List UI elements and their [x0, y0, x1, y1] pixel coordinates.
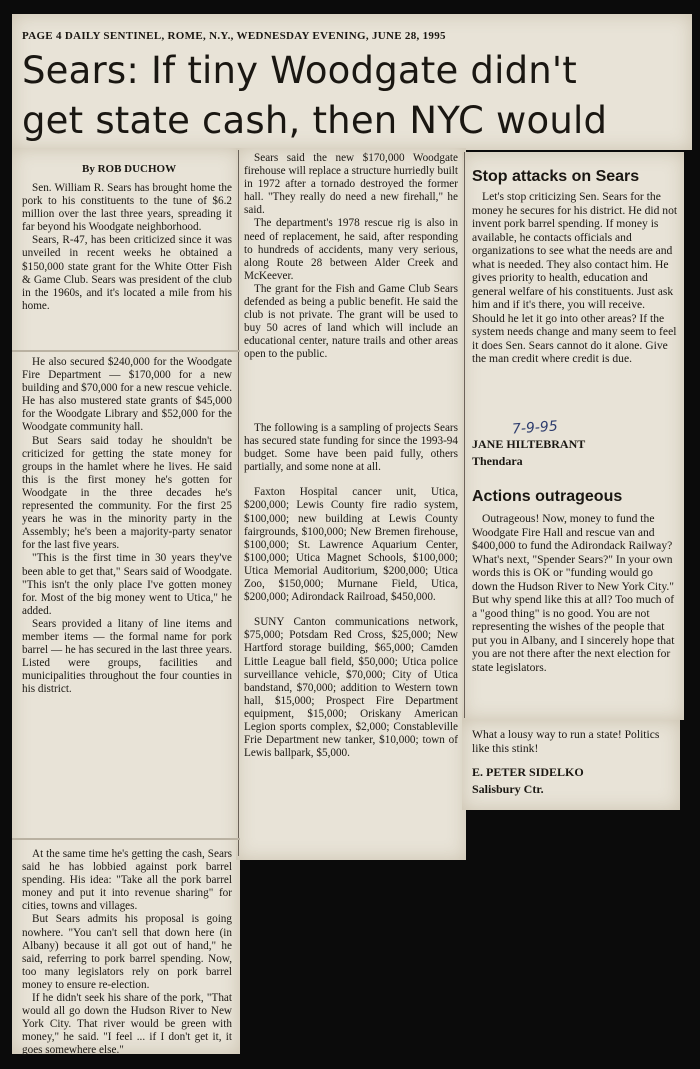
letter-signature	[472, 764, 584, 798]
clipping-fold	[12, 350, 240, 352]
paragraph: Let's stop criticizing Sen. Sears for the money he secures for his district. He did not invent pork barrel spending. If money is available, he contacts officials and organizations to see what the needs are and what is needed. They also contact him. He gives priority to health, education and general welfare of his constituents. Just ask him and if it's there, you will receive. Should he let it go into other areas? If the system needs change and many seem to feel it does Sen. Sears cannot do it alone. Give the man credit where credit is due.	[472, 190, 678, 365]
paragraph: The department's 1978 rescue rig is also in need of replacement, he said, after responding to hundreds of accidents, many very serious, along Route 28 between Alder Creek and McKeever.	[244, 217, 458, 282]
letter-author: E. PETER SIDELKO	[472, 765, 584, 779]
paragraph: SUNY Canton communications network, $75,000; Potsdam Red Cross, $25,000; New Hartford storage building, $65,000; Camden Little League ball field, $50,000; Utica police surveillance vehicle, $70,000; City of Utica bandstand, $70,000; addition to Western town hall, $15,000; Prospect Fire Department equipment, $15,000; Oriskany American Legion sports complex, $2,000; Constableville Frie Department new tanker, $10,000; town of Lewis ballpark, $5,000.	[244, 616, 458, 760]
paragraph: Sears said the new $170,000 Woodgate firehouse will replace a structure hurriedly built in 1972 after a tornado destroyed the former hall. "They really do need a new firehall," he said.	[244, 152, 458, 217]
column-rule	[464, 152, 465, 718]
paragraph: The grant for the Fish and Game Club Sears defended as being a public benefit. He said the club is not private. The grant will be used to buy 50 acres of land which will include an educational center, nature trails and other areas open to the public.	[244, 282, 458, 361]
letter-place: Salisbury Ctr.	[472, 782, 544, 796]
clipping-fold	[12, 838, 240, 840]
paragraph: But Sears admits his proposal is going nowhere. "You can't sell that down here (in Albany) because it all got out of hand," he said, referring to pork barrel spending. Now, too many legislators rely on pork barrel money to ensure re-election.	[22, 913, 232, 991]
paragraph: Sears, R-47, has been criticized since it was unveiled in recent weeks he obtained a $150,000 state grant for the White Otter Fish & Game Club. Sears was president of the club in the 1960s, and it's located a mile from his home.	[22, 234, 232, 312]
column-rule	[238, 150, 239, 856]
letter-signature	[472, 436, 585, 470]
article-column-2a	[244, 152, 458, 362]
letter-body	[472, 190, 678, 366]
paragraph: Faxton Hospital cancer unit, Utica, $200,000; Lewis County fire radio system, $100,000; new building at Lewis County fairgrounds, $100,000; New Bremen firehouse, $100,000; St. Lawrence Aquarium Center, $100,000; Utica Magnet Schools, $100,000; Utica Memorial Auditorium, $200,000; Utica Zoo, $150,000; Murnane Field, Utica, $200,000; Adirondack Railroad, $450,000.	[244, 486, 458, 604]
paragraph: If he didn't seek his share of the pork, "That would all go down the Hudson River to New York City. That river would be green with money," he said. "I feel ... if I don't get it, it goes somewhere else."	[22, 992, 232, 1057]
paragraph: Sen. William R. Sears has brought home the pork to his constituents to the tune of $6.2 million over the last three years, spreading it far beyond his Woodgate neighborhood.	[22, 182, 232, 234]
paragraph: "This is the first time in 30 years they've been able to get that," Sears said of Woodgate. "This isn't the only place I've gotten money for. Most of the big money went to Utica," he added.	[22, 552, 232, 617]
letter-body	[472, 512, 678, 674]
paragraph: At the same time he's getting the cash, Sears said he has lobbied against pork barrel spending. His idea: "Take all the pork barrel money and put it into revenue sharing" for cities, towns and villages.	[22, 848, 232, 913]
letter-author: JANE HILTEBRANT	[472, 437, 586, 451]
headline-line-1: Sears: If tiny Woodgate didn't	[22, 49, 577, 92]
article-column-2b	[244, 422, 458, 760]
letter-closing	[472, 728, 672, 755]
byline: By ROB DUCHOW	[82, 163, 177, 175]
headline-line-2: get state cash, then NYC would	[22, 99, 608, 142]
article-column-1a	[22, 182, 232, 313]
article-column-1c	[22, 848, 232, 1058]
letter-title: Stop attacks on Sears	[472, 168, 640, 185]
dateline: PAGE 4 DAILY SENTINEL, ROME, N.Y., WEDNESDAY EVENING, JUNE 28, 1995	[22, 30, 446, 42]
paragraph: But Sears said today he shouldn't be criticized for getting the state money for groups in the hamlet where he lives. He said this is the first money he's gotten for Woodgate in the three decades he's represented the community. For the first 25 years he was in the minority party in the Assembly; he's been a majority-party senator for the last five years.	[22, 434, 232, 552]
paragraph: He also secured $240,000 for the Woodgate Fire Department — $170,000 for a new building and $70,000 for a new rescue vehicle. He has also mustered state grants of $45,000 for the Woodgate Library and $52,000 for the Woodgate community hall.	[22, 356, 232, 434]
paragraph: What a lousy way to run a state! Politics like this stink!	[472, 728, 660, 755]
paragraph: Outrageous! Now, money to fund the Woodgate Fire Hall and rescue van and $400,000 to fund the Adirondack Railway? What's next, "Spender Sears?" In your own words this is OK or "funding would go down the Hudson River to New York City." But why spend like this at all? Too much of a "good thing" is no good. You are not representing the wishes of the people that put you in Albany, and I sincerely hope that you are not there after the next election for state legislators.	[472, 512, 675, 674]
headline	[22, 46, 682, 146]
letter-place: Thendara	[472, 454, 523, 468]
article-column-1b	[22, 356, 232, 696]
handwritten-date: 7-9-95	[511, 418, 559, 438]
paragraph: The following is a sampling of projects Sears has secured state funding for since the 1993-94 budget. Some have been paid fully, others partially, and some none at all.	[244, 422, 458, 474]
paragraph: Sears provided a litany of line items and member items — the formal name for pork barrel — he has secured in the last three years. Listed were groups, facilities and municipalities throughout the four counties in his district.	[22, 617, 232, 696]
letter-title: Actions outrageous	[472, 488, 623, 505]
